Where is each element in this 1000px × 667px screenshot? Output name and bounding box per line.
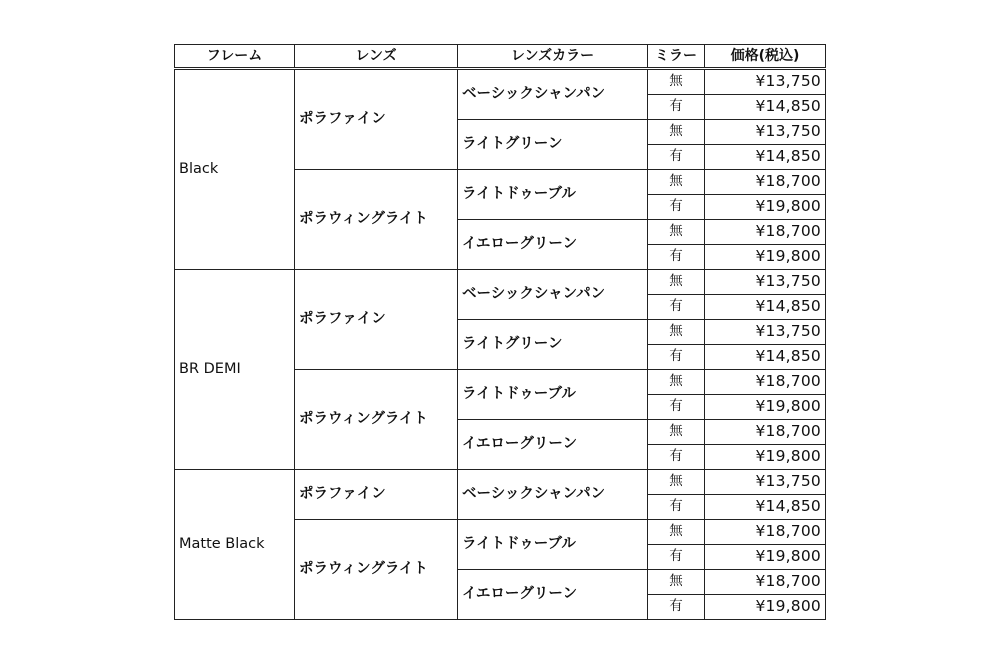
price-cell: ¥13,750 — [705, 320, 826, 345]
price-cell: ¥13,750 — [705, 69, 826, 95]
price-cell: ¥18,700 — [705, 420, 826, 445]
mirror-cell: 無 — [648, 520, 705, 545]
mirror-cell: 有 — [648, 95, 705, 120]
mirror-cell: 有 — [648, 345, 705, 370]
price-cell: ¥14,850 — [705, 145, 826, 170]
header-lens-color: レンズカラー — [458, 45, 648, 69]
mirror-cell: 有 — [648, 545, 705, 570]
mirror-cell: 無 — [648, 270, 705, 295]
table-header-row — [175, 45, 826, 69]
header-price: 価格(税込) — [705, 45, 826, 69]
mirror-cell: 有 — [648, 395, 705, 420]
mirror-cell: 有 — [648, 195, 705, 220]
mirror-cell: 無 — [648, 370, 705, 395]
lens-color-cell: ベーシックシャンパン — [458, 470, 648, 520]
mirror-cell: 無 — [648, 69, 705, 95]
lens-color-cell: イエローグリーン — [458, 220, 648, 270]
mirror-cell: 無 — [648, 320, 705, 345]
mirror-cell: 無 — [648, 220, 705, 245]
price-cell: ¥14,850 — [705, 345, 826, 370]
mirror-cell: 無 — [648, 170, 705, 195]
price-cell: ¥19,800 — [705, 395, 826, 420]
table-row — [175, 270, 826, 295]
price-cell: ¥13,750 — [705, 120, 826, 145]
mirror-cell: 無 — [648, 570, 705, 595]
mirror-cell: 有 — [648, 145, 705, 170]
lens-color-cell: ライトドゥーブル — [458, 520, 648, 570]
mirror-cell: 有 — [648, 445, 705, 470]
lens-name-cell: ポラファイン — [295, 470, 458, 520]
lens-color-cell: ライトグリーン — [458, 120, 648, 170]
mirror-cell: 有 — [648, 245, 705, 270]
price-cell: ¥18,700 — [705, 570, 826, 595]
lens-color-cell: イエローグリーン — [458, 420, 648, 470]
lens-color-cell: ベーシックシャンパン — [458, 69, 648, 120]
price-cell: ¥14,850 — [705, 95, 826, 120]
price-cell: ¥19,800 — [705, 195, 826, 220]
mirror-cell: 有 — [648, 495, 705, 520]
price-cell: ¥18,700 — [705, 220, 826, 245]
lens-color-cell: ライトドゥーブル — [458, 370, 648, 420]
lens-name-cell: ポラウィングライト — [295, 370, 458, 470]
table-body — [175, 69, 826, 620]
price-cell: ¥19,800 — [705, 245, 826, 270]
lens-color-cell: ライトグリーン — [458, 320, 648, 370]
lens-name-cell: ポラウィングライト — [295, 170, 458, 270]
header-frame: フレーム — [175, 45, 295, 69]
mirror-cell: 無 — [648, 470, 705, 495]
mirror-cell: 有 — [648, 595, 705, 620]
mirror-cell: 無 — [648, 120, 705, 145]
price-cell: ¥18,700 — [705, 520, 826, 545]
table-row — [175, 470, 826, 495]
frame-name-cell: Black — [175, 69, 295, 270]
lens-color-cell: イエローグリーン — [458, 570, 648, 620]
frame-name-cell: BR DEMI — [175, 270, 295, 470]
price-cell: ¥13,750 — [705, 270, 826, 295]
price-table — [174, 44, 826, 620]
lens-color-cell: ライトドゥーブル — [458, 170, 648, 220]
header-mirror: ミラー — [648, 45, 705, 69]
table-row — [175, 69, 826, 95]
lens-name-cell: ポラファイン — [295, 270, 458, 370]
price-cell: ¥14,850 — [705, 295, 826, 320]
price-cell: ¥19,800 — [705, 545, 826, 570]
price-cell: ¥18,700 — [705, 170, 826, 195]
lens-color-cell: ベーシックシャンパン — [458, 270, 648, 320]
lens-name-cell: ポラファイン — [295, 69, 458, 170]
frame-name-cell: Matte Black — [175, 470, 295, 620]
lens-name-cell: ポラウィングライト — [295, 520, 458, 620]
header-lens: レンズ — [295, 45, 458, 69]
price-cell: ¥13,750 — [705, 470, 826, 495]
price-cell: ¥19,800 — [705, 595, 826, 620]
price-cell: ¥14,850 — [705, 495, 826, 520]
mirror-cell: 無 — [648, 420, 705, 445]
price-cell: ¥18,700 — [705, 370, 826, 395]
price-cell: ¥19,800 — [705, 445, 826, 470]
mirror-cell: 有 — [648, 295, 705, 320]
